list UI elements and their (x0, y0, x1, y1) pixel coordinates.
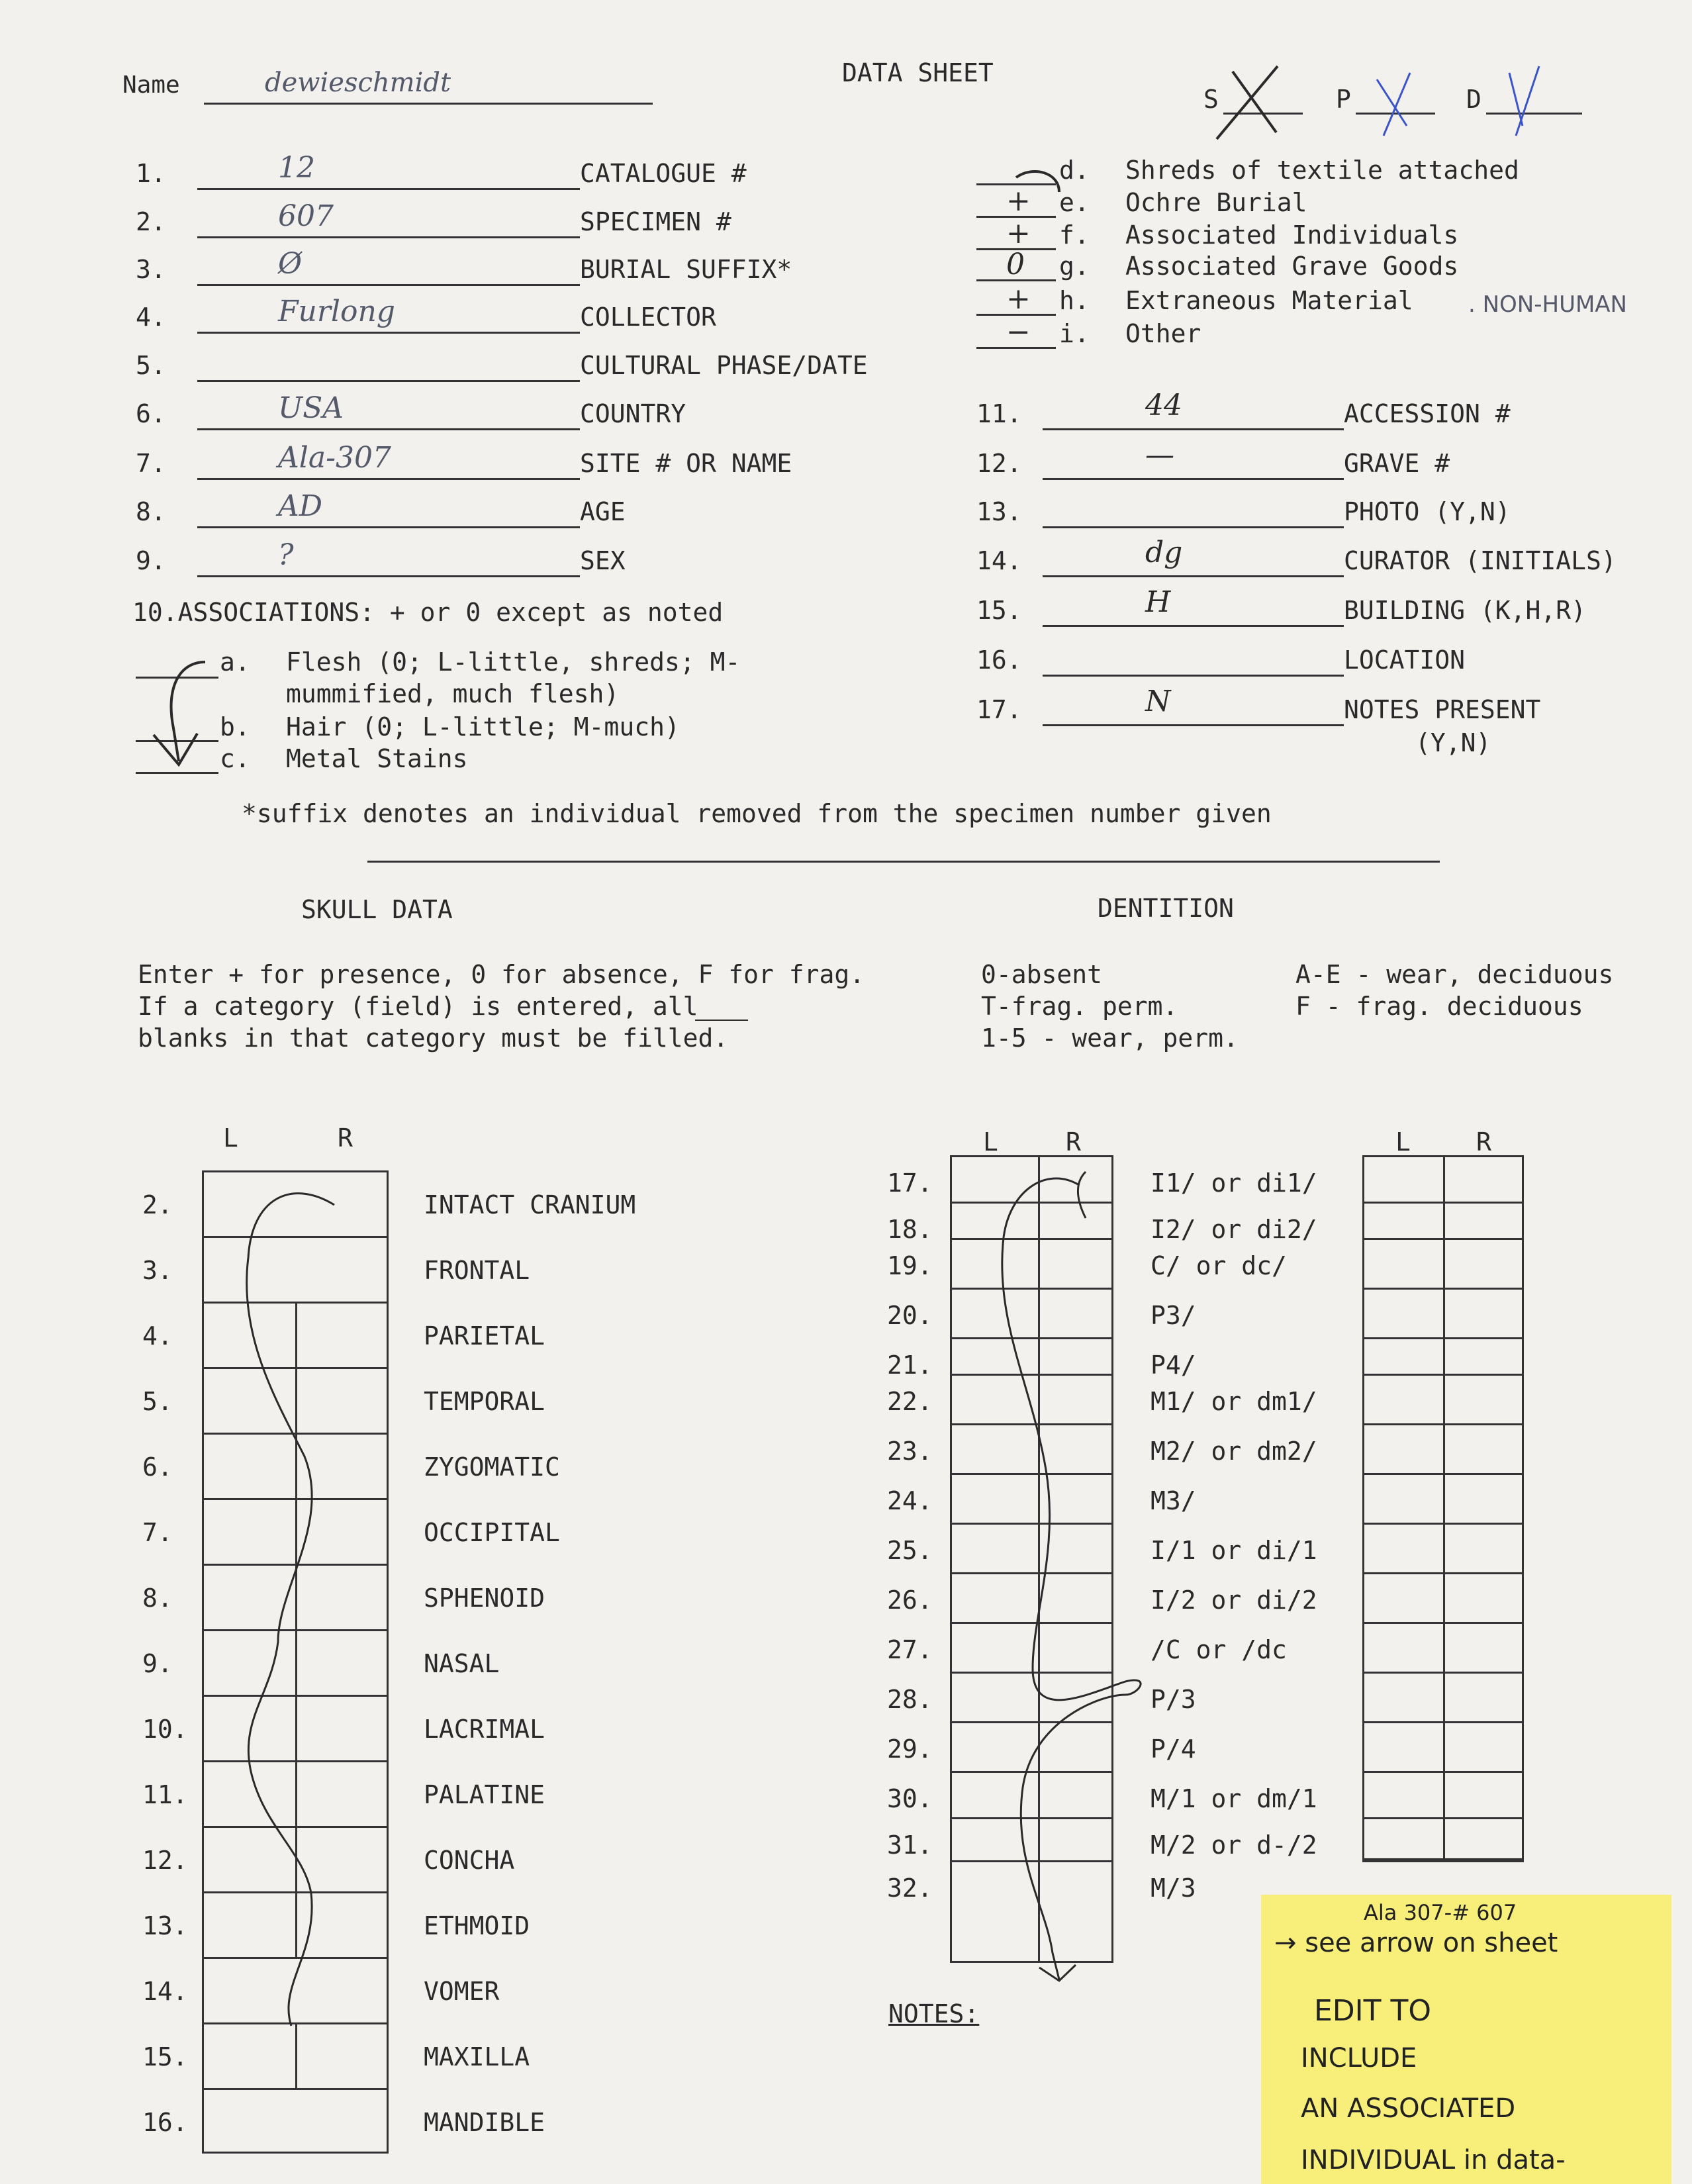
dentition-row-num: 24. (887, 1486, 933, 1515)
field-num: 12. (976, 449, 1022, 478)
field-label: ACCESSION # (1344, 399, 1511, 428)
skull-row-num: 9. (142, 1649, 173, 1678)
field-num: 7. (136, 449, 166, 478)
skull-squiggle (247, 1194, 334, 2026)
field-num: 3. (136, 255, 166, 284)
field-num: 4. (136, 303, 166, 332)
skull-row-label: TEMPORAL (424, 1387, 545, 1416)
skull-col-l: L (223, 1123, 238, 1153)
skull-row-label: ZYGOMATIC (424, 1452, 560, 1482)
field-label: CULTURAL PHASE/DATE (580, 351, 868, 380)
dentition-row-label: I/2 or di/2 (1151, 1586, 1317, 1615)
dentition-row-num: 31. (887, 1830, 933, 1860)
skull-row-label: NASAL (424, 1649, 500, 1678)
skull-row-num: 10. (142, 1715, 188, 1744)
assoc-c-text: Metal Stains (286, 744, 468, 773)
dentition-heading: DENTITION (1098, 894, 1234, 923)
field-value: H (1145, 585, 1171, 619)
dentition-row-num: 29. (887, 1734, 933, 1764)
skull-row-label: PARIETAL (424, 1321, 545, 1351)
non-human-note: . NON-HUMAN (1468, 291, 1627, 318)
suffix-note: *suffix denotes an individual removed from the specimen number given (242, 799, 1272, 828)
field-value: 44 (1145, 389, 1182, 422)
field-value: — (1145, 438, 1174, 472)
assoc-a-letter: a. (220, 647, 250, 677)
field-num: 9. (136, 546, 166, 575)
p-label: P (1336, 85, 1351, 114)
field-value: AD (278, 489, 323, 523)
dentition-row-label: M/3 (1151, 1874, 1196, 1903)
dentition-row-label: M/1 or dm/1 (1151, 1784, 1317, 1813)
field-label: CURATOR (INITIALS) (1344, 546, 1617, 575)
dentition-row-num: 30. (887, 1784, 933, 1813)
field-value: Ø (278, 247, 303, 281)
dentition-col-r2: R (1476, 1127, 1491, 1157)
assoc-label: Ochre Burial (1125, 188, 1307, 217)
field-num: 16. (976, 645, 1022, 675)
sticky-note (1261, 1895, 1671, 2184)
dentition-row-num: 20. (887, 1301, 933, 1330)
dentition-row-label: P3/ (1151, 1301, 1196, 1330)
skull-row-num: 16. (142, 2108, 188, 2137)
assoc-letter: e. (1059, 188, 1090, 217)
dentition-row-num: 25. (887, 1536, 933, 1565)
skull-row-num: 5. (142, 1387, 173, 1416)
skull-row-num: 3. (142, 1256, 173, 1285)
skull-col-r: R (338, 1123, 353, 1153)
d-label: D (1466, 85, 1481, 114)
field-value: 607 (278, 199, 334, 233)
dentition-row-label: I1/ or di1/ (1151, 1168, 1317, 1198)
field-num: 8. (136, 497, 166, 526)
dentition-row-label: M2/ or dm2/ (1151, 1437, 1317, 1466)
dentition-col-l2: L (1395, 1127, 1411, 1157)
field-value: Ala-307 (278, 441, 391, 475)
d-cross-mark (1509, 66, 1539, 136)
field-label: COLLECTOR (580, 303, 716, 332)
field-label: LOCATION (1344, 645, 1466, 675)
field-num: 17. (976, 695, 1022, 724)
field-label: SPECIMEN # (580, 207, 731, 236)
assoc-label: Other (1125, 319, 1201, 348)
field-label: BUILDING (K,H,R) (1344, 596, 1587, 625)
dentition-legend-3: 1-5 - wear, perm. (981, 1023, 1239, 1053)
dentition-squiggle (1002, 1172, 1141, 1981)
skull-row-num: 6. (142, 1452, 173, 1482)
sticky-top: Ala 307-# 607 (1364, 1900, 1517, 1925)
dentition-row-label: C/ or dc/ (1151, 1251, 1287, 1280)
sticky-line-2: EDIT TO (1314, 1994, 1432, 2028)
sticky-line-5: INDIVIDUAL in data- (1301, 2145, 1566, 2175)
field-label: COUNTRY (580, 399, 686, 428)
skull-instr-1: Enter + for presence, 0 for absence, F for frag. (138, 960, 865, 989)
name-label: Name (122, 71, 180, 99)
s-cross-mark (1217, 66, 1278, 139)
field-value: USA (278, 391, 344, 425)
field-label: SITE # OR NAME (580, 449, 792, 478)
dentition-row-label: I/1 or di/1 (1151, 1536, 1317, 1565)
sticky-line-1: → see arrow on sheet (1274, 1928, 1558, 1958)
field-num: 1. (136, 159, 166, 188)
dentition-row-label: M1/ or dm1/ (1151, 1387, 1317, 1416)
field-num: 15. (976, 596, 1022, 625)
notes-present-sub: (Y,N) (1415, 728, 1491, 757)
assoc-value: + (1006, 216, 1031, 250)
sticky-line-4: AN ASSOCIATED (1301, 2093, 1516, 2124)
skull-row-label: PALATINE (424, 1780, 545, 1809)
dentition-col-l: L (983, 1127, 998, 1157)
dentition-row-label: P/4 (1151, 1734, 1196, 1764)
field-value: dg (1145, 536, 1183, 569)
field-label: GRAVE # (1344, 449, 1450, 478)
assoc-c-letter: c. (220, 744, 250, 773)
field-num: 11. (976, 399, 1022, 428)
field-value: Furlong (278, 295, 395, 328)
field-label: CATALOGUE # (580, 159, 747, 188)
p-cross-mark (1377, 73, 1410, 136)
assoc-letter: g. (1059, 252, 1090, 281)
dentition-row-num: 21. (887, 1351, 933, 1380)
dentition-row-num: 18. (887, 1215, 933, 1244)
skull-row-label: OCCIPITAL (424, 1518, 560, 1547)
field-num: 2. (136, 207, 166, 236)
skull-row-label: LACRIMAL (424, 1715, 545, 1744)
dentition-row-label: P4/ (1151, 1351, 1196, 1380)
assoc-value: + (1006, 282, 1031, 316)
name-value: dewieschmidt (265, 68, 451, 98)
field-num: 13. (976, 497, 1022, 526)
assoc-letter: d. (1059, 156, 1090, 185)
skull-heading: SKULL DATA (301, 895, 453, 924)
skull-row-num: 2. (142, 1190, 173, 1219)
assoc-a-text-2: mummified, much flesh) (286, 679, 620, 708)
skull-row-num: 13. (142, 1911, 188, 1940)
dentition-row-label: P/3 (1151, 1685, 1196, 1714)
skull-row-label: SPHENOID (424, 1584, 545, 1613)
notes-label: NOTES: (888, 1999, 980, 2028)
skull-instr-3: blanks in that category must be filled. (138, 1023, 729, 1053)
associations-heading: 10.ASSOCIATIONS: + or 0 except as noted (132, 598, 724, 627)
field-label: AGE (580, 497, 626, 526)
dentition-row-num: 26. (887, 1586, 933, 1615)
right-assoc-bracket (1016, 171, 1059, 192)
dentition-legend-5: F - frag. deciduous (1295, 992, 1583, 1021)
dentition-row-label: I2/ or di2/ (1151, 1215, 1317, 1244)
skull-row-label: VOMER (424, 1977, 500, 2006)
assoc-value: 0 (1006, 248, 1025, 281)
skull-row-label: FRONTAL (424, 1256, 530, 1285)
field-num: 5. (136, 351, 166, 380)
field-num: 14. (976, 546, 1022, 575)
assoc-b-letter: b. (220, 712, 250, 741)
dentition-row-label: M3/ (1151, 1486, 1196, 1515)
field-value: N (1145, 685, 1171, 718)
dentition-row-num: 17. (887, 1168, 933, 1198)
assoc-label: Extraneous Material (1125, 286, 1413, 315)
skull-row-num: 11. (142, 1780, 188, 1809)
skull-row-num: 8. (142, 1584, 173, 1613)
assoc-a-text-1: Flesh (0; L-little, shreds; M- (286, 647, 741, 677)
field-num: 6. (136, 399, 166, 428)
s-label: S (1203, 85, 1219, 114)
assoc-label: Associated Individuals (1125, 220, 1459, 250)
field-label: NOTES PRESENT (1344, 695, 1541, 724)
assoc-b-text: Hair (0; L-little; M-much) (286, 712, 680, 741)
dentition-row-label: /C or /dc (1151, 1635, 1287, 1664)
skull-row-num: 4. (142, 1321, 173, 1351)
assoc-value: − (1006, 315, 1031, 349)
field-label: PHOTO (Y,N) (1344, 497, 1511, 526)
assoc-letter: i. (1059, 319, 1090, 348)
skull-row-num: 7. (142, 1518, 173, 1547)
skull-row-label: ETHMOID (424, 1911, 530, 1940)
assoc-label: Associated Grave Goods (1125, 252, 1459, 281)
dentition-legend-4: A-E - wear, deciduous (1295, 960, 1614, 989)
dentition-legend-1: 0-absent (981, 960, 1103, 989)
field-label: BURIAL SUFFIX* (580, 255, 792, 284)
skull-row-label: MANDIBLE (424, 2108, 545, 2137)
assoc-label: Shreds of textile attached (1125, 156, 1519, 185)
field-value: 12 (278, 151, 315, 185)
page-title: DATA SHEET (842, 58, 994, 87)
skull-row-num: 14. (142, 1977, 188, 2006)
assoc-letter: h. (1059, 286, 1090, 315)
dentition-row-num: 32. (887, 1874, 933, 1903)
assoc-value: + (1006, 184, 1031, 218)
dentition-row-num: 19. (887, 1251, 933, 1280)
field-label: SEX (580, 546, 626, 575)
dentition-row-num: 28. (887, 1685, 933, 1714)
skull-row-label: CONCHA (424, 1846, 515, 1875)
dentition-row-label: M/2 or d-/2 (1151, 1830, 1317, 1860)
skull-instr-2: If a category (field) is entered, all (138, 992, 698, 1021)
dentition-col-r: R (1066, 1127, 1081, 1157)
skull-row-label: INTACT CRANIUM (424, 1190, 636, 1219)
skull-row-label: MAXILLA (424, 2042, 530, 2071)
assoc-letter: f. (1059, 220, 1090, 250)
sticky-line-3: INCLUDE (1301, 2043, 1417, 2073)
dentition-row-num: 23. (887, 1437, 933, 1466)
dentition-row-num: 22. (887, 1387, 933, 1416)
skull-row-num: 12. (142, 1846, 188, 1875)
dentition-row-num: 27. (887, 1635, 933, 1664)
assoc-bracket-arrow (154, 662, 205, 765)
dentition-legend-2: T-frag. perm. (981, 992, 1178, 1021)
skull-row-num: 15. (142, 2042, 188, 2071)
field-value: ? (278, 538, 294, 572)
